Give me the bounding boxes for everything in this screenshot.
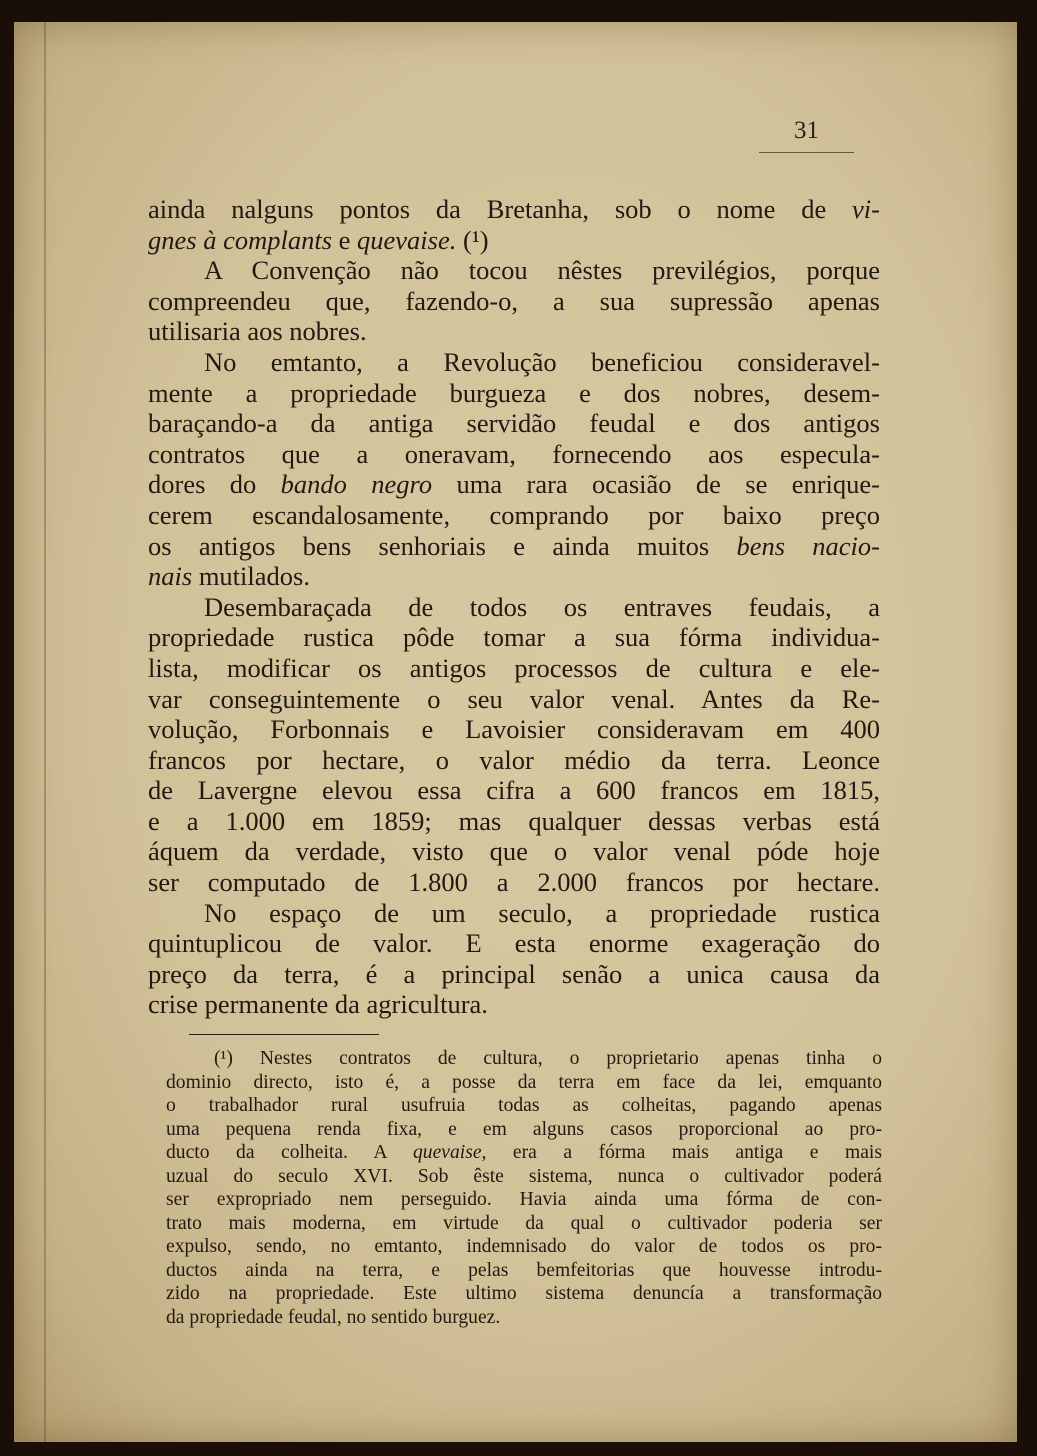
text-line: áquem da verdade, visto que o valor venal póde hoje xyxy=(148,836,880,867)
text-line: dores do bando negro uma rara ocasião de se enrique- xyxy=(148,469,880,500)
text-line: ainda nalguns pontos da Bretanha, sob o nome de vi- xyxy=(148,194,880,224)
text-line: cerem escandalosamente, comprando por baixo preço xyxy=(148,499,880,530)
text-line: mente a propriedade burgueza e dos nobres, desem- xyxy=(148,377,880,408)
footnote-line: o trabalhador rural usufruia todas as colheitas, pagando apenas xyxy=(166,1095,882,1116)
text-line: propriedade rustica pôde tomar a sua fórma individua- xyxy=(148,622,880,653)
footnote-line: (¹) Nestes contratos de cultura, o proprietario apenas tinha o xyxy=(214,1048,882,1069)
footnote-line: da propriedade feudal, no sentido burguez. xyxy=(166,1306,501,1328)
body-text xyxy=(148,194,880,1020)
text-line: contratos que a oneravam, fornecendo aos especula- xyxy=(148,438,880,469)
text-line: francos por hectare, o valor médio da terra. Leonce xyxy=(148,744,880,775)
footnote xyxy=(166,1047,882,1329)
text-line: compreendeu que, fazendo-o, a sua supressão apenas xyxy=(148,285,880,316)
text-line: de Lavergne elevou essa cifra a 600 francos em 1815, xyxy=(148,775,880,806)
footnote-line: uzual do seculo XVI. Sob êste sistema, nunca o cultivador poderá xyxy=(166,1165,882,1187)
text-line: No espaço de um seculo, a propriedade rustica xyxy=(204,897,880,928)
text-line: lista, modificar os antigos processos de cultura e ele- xyxy=(148,652,880,683)
book-page xyxy=(14,22,1017,1442)
text-line: os antigos bens senhoriais e ainda muitos bens nacio- xyxy=(148,530,880,561)
footnote-rule xyxy=(189,1034,379,1035)
text-line: quintuplicou de valor. E esta enorme exageração do xyxy=(148,928,880,959)
text-line: ser computado de 1.800 a 2.000 francos por hectare. xyxy=(148,867,880,898)
text-line: e a 1.000 em 1859; mas qualquer dessas verbas está xyxy=(148,805,880,836)
footnote-line: dominio directo, isto é, a posse da terra em face da lei, emquanto xyxy=(166,1071,882,1093)
footnote-line: ser expropriado nem perseguido. Havia ainda uma fórma de con- xyxy=(166,1189,882,1210)
text-line: volução, Forbonnais e Lavoisier consideravam em 400 xyxy=(148,714,880,745)
page-number: 31 xyxy=(794,117,819,144)
text-line: crise permanente da agricultura. xyxy=(148,989,488,1020)
text-line: var conseguintemente o seu valor venal. Antes da Re- xyxy=(148,683,880,714)
text-line: baraçando-a da antiga servidão feudal e dos antigos xyxy=(148,408,880,439)
footnote-line: expulso, sendo, no emtanto, indemnisado do valor de todos os pro- xyxy=(166,1236,882,1257)
text-line: preço da terra, é a principal senão a unica causa da xyxy=(148,958,880,989)
text-line: gnes à complants e quevaise. (¹) xyxy=(148,224,489,255)
footnote-line: trato mais moderna, em virtude da qual o cultivador poderia ser xyxy=(166,1212,882,1234)
footnote-line: uma pequena renda fixa, e em alguns casos proporcional ao pro- xyxy=(166,1118,882,1140)
text-line: No emtanto, a Revolução beneficiou consideravel- xyxy=(204,346,880,377)
footnote-line: zido na propriedade. Este ultimo sistema denuncía a transformação xyxy=(166,1283,882,1304)
footnote-line: ductos ainda na terra, e pelas bemfeitorias que houvesse introdu- xyxy=(166,1259,882,1281)
text-line: A Convenção não tocou nêstes previlégios, porque xyxy=(204,255,880,286)
text-line: utilisaria aos nobres. xyxy=(148,316,367,347)
text-line: nais mutilados. xyxy=(148,561,310,592)
footnote-line: ducto da colheita. A quevaise, era a fórma mais antiga e mais xyxy=(166,1142,882,1163)
page-number-rule xyxy=(759,152,854,153)
page-gutter-shadow xyxy=(44,22,46,1442)
text-line: Desembaraçada de todos os entraves feudais, a xyxy=(204,591,880,622)
